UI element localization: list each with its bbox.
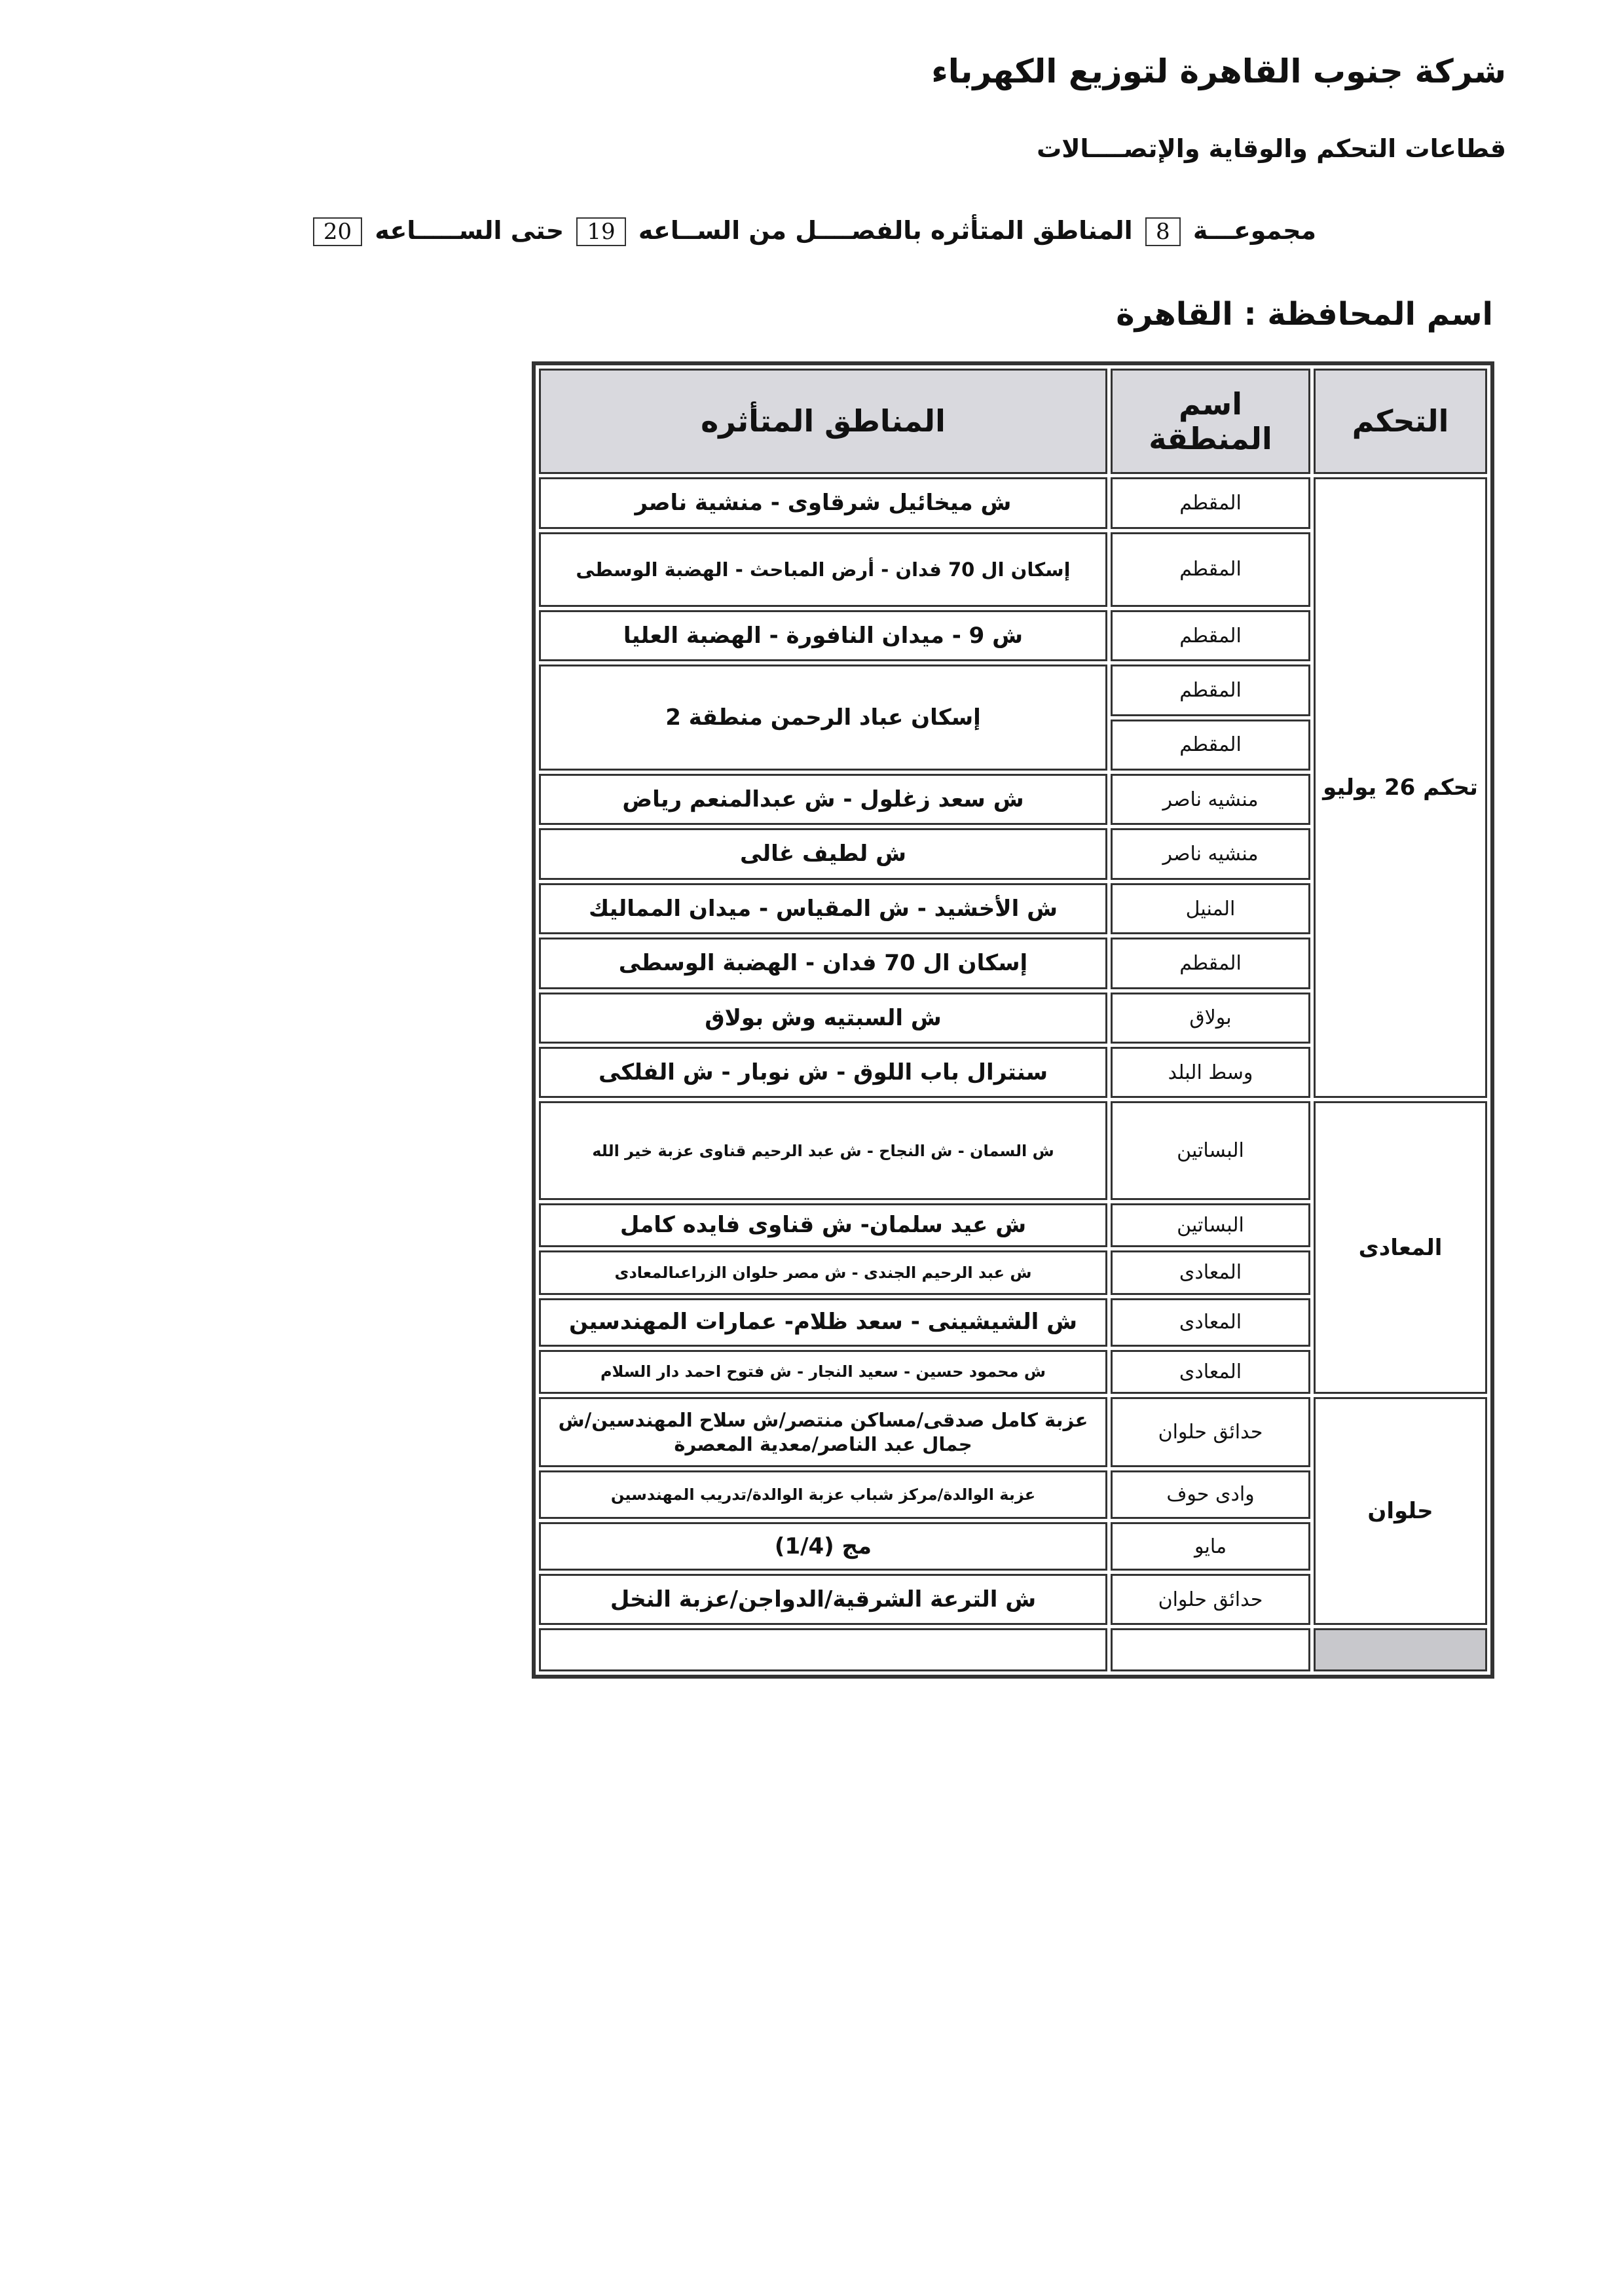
areas-table <box>536 365 1490 1675</box>
area-cell: عزبة الوالدة/مركز شباب عزبة الوالدة/تدريب المهندسين <box>539 1470 1107 1519</box>
zone-cell: منشيه ناصر <box>1111 774 1310 825</box>
area-cell: إسكان ال 70 فدان - الهضبة الوسطى <box>539 938 1107 989</box>
area-cell: عزبة كامل صدقى/مساكن منتصر/ش سلاح المهندسين/ش جمال عبد الناصر/معدية المعصرة <box>539 1397 1107 1467</box>
zone-cell: بولاق <box>1111 993 1310 1044</box>
control-name: تحكم 26 يوليو <box>1314 477 1487 1098</box>
zone-cell: وسط البلد <box>1111 1047 1310 1098</box>
area-cell: ش محمود حسين - سعيد النجار - ش فتوح احمد دار السلام <box>539 1350 1107 1394</box>
table-row <box>539 1101 1487 1199</box>
area-cell: إسكان عباد الرحمن منطقة 2 <box>539 665 1107 771</box>
zone-cell: البساتين <box>1111 1203 1310 1248</box>
zone-cell: المقطم <box>1111 610 1310 661</box>
zone-cell: منشيه ناصر <box>1111 828 1310 879</box>
zone-cell: المقطم <box>1111 720 1310 771</box>
control-name: المعادى <box>1314 1101 1487 1394</box>
zone-cell: حدائق حلوان <box>1111 1574 1310 1625</box>
group-prefix: مجموعـــة <box>1192 216 1316 245</box>
area-cell: مج (1/4) <box>539 1522 1107 1571</box>
area-cell: ش عبد الرحيم الجندى - ش مصر حلوان الزراعىالمعادى <box>539 1250 1107 1295</box>
zone-cell: المقطم <box>1111 532 1310 607</box>
area-cell: ش الأخشيد - ش المقياس - ميدان المماليك <box>539 883 1107 934</box>
zone-cell: مايو <box>1111 1522 1310 1571</box>
table-header-row <box>539 369 1487 474</box>
area-cell: سنترال باب اللوق - ش نوبار - ش الفلكى <box>539 1047 1107 1098</box>
zone-cell: المقطم <box>1111 665 1310 716</box>
area-cell: ش الترعة الشرقية/الدواجن/عزبة النخل <box>539 1574 1107 1625</box>
group-middle: المناطق المتأثره بالفصــــل من الســاعه <box>638 216 1133 245</box>
zone-cell: المعادى <box>1111 1250 1310 1295</box>
zone-cell: المعادى <box>1111 1298 1310 1347</box>
governorate: اسم المحافظة : القاهرة <box>1116 296 1493 333</box>
empty-cell <box>1314 1628 1487 1671</box>
areas-table-frame <box>532 361 1494 1679</box>
group-number: 8 <box>1145 217 1181 246</box>
header-zone: اسم المنطقة <box>1111 369 1310 474</box>
zone-cell: المقطم <box>1111 938 1310 989</box>
table-row <box>539 1397 1487 1467</box>
area-cell: إسكان ال 70 فدان - أرض المباحث - الهضبة الوسطى <box>539 532 1107 607</box>
zone-cell: المعادى <box>1111 1350 1310 1394</box>
zone-cell: المقطم <box>1111 477 1310 528</box>
area-cell: ش 9 - ميدان النافورة - الهضبة العليا <box>539 610 1107 661</box>
empty-cell <box>1111 1628 1310 1671</box>
header-control: التحكم <box>1314 369 1487 474</box>
area-cell: ش عيد سلمان- ش قناوى فايده كامل <box>539 1203 1107 1248</box>
area-cell: ش لطيف غالى <box>539 828 1107 879</box>
company-name: شركة جنوب القاهرة لتوزيع الكهرباء <box>931 52 1506 90</box>
zone-cell: البساتين <box>1111 1101 1310 1199</box>
area-cell: ش الشيشينى - سعد ظلام- عمارات المهندسين <box>539 1298 1107 1347</box>
header-areas: المناطق المتأثره <box>539 369 1107 474</box>
area-cell: ش السبتيه وش بولاق <box>539 993 1107 1044</box>
zone-cell: المنيل <box>1111 883 1310 934</box>
empty-cell <box>539 1628 1107 1671</box>
sector-name: قطاعات التحكم والوقاية والإتصــــالات <box>1037 134 1506 163</box>
control-name: حلوان <box>1314 1397 1487 1625</box>
zone-cell: وادى حوف <box>1111 1470 1310 1519</box>
hour-from: 19 <box>576 217 625 246</box>
area-cell: ش سعد زغلول - ش عبدالمنعم رياض <box>539 774 1107 825</box>
zone-cell: حدائق حلوان <box>1111 1397 1310 1467</box>
table-row-empty <box>539 1628 1487 1671</box>
group-until: حتى الســـــاعه <box>375 216 564 245</box>
area-cell: ش ميخائيل شرقاوى - منشية ناصر <box>539 477 1107 528</box>
group-line <box>309 216 1316 246</box>
hour-to: 20 <box>313 217 362 246</box>
area-cell: ش السمان - ش النجاح - ش عبد الرحيم قناوى عزبة خير الله <box>539 1101 1107 1199</box>
table-row <box>539 477 1487 528</box>
